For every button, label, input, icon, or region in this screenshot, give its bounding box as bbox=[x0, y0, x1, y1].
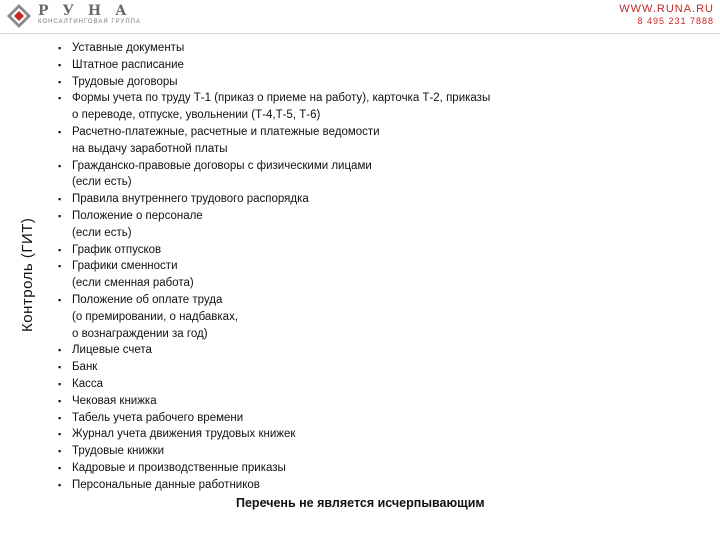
list-item-text: Положение о персонале bbox=[72, 209, 203, 222]
list-item-text: Правила внутреннего трудового распорядка bbox=[72, 193, 309, 206]
list-item bbox=[58, 40, 578, 57]
list-item bbox=[58, 158, 578, 192]
list-item bbox=[58, 258, 578, 292]
list-item-text: (о премировании, о надбавках, bbox=[72, 310, 239, 323]
list-item-text: Штатное расписание bbox=[72, 58, 184, 71]
list-item bbox=[58, 57, 578, 74]
website-link[interactable]: WWW.RUNA.RU bbox=[619, 3, 714, 15]
list-item-text: Касса bbox=[72, 377, 103, 390]
logo-letters: РУНА bbox=[38, 3, 141, 19]
list-item bbox=[58, 90, 578, 124]
bullet-icon: ▪ bbox=[58, 126, 62, 137]
list-item-text: Чековая книжка bbox=[72, 394, 157, 407]
bullet-icon: ▪ bbox=[58, 362, 62, 373]
bullet-icon: ▪ bbox=[58, 76, 62, 87]
list-item bbox=[58, 124, 578, 158]
list-item-text: о переводе, отпуске, увольнении (Т-4,Т-5, Т-6) bbox=[72, 109, 321, 122]
bullet-icon: ▪ bbox=[58, 412, 62, 423]
list-item bbox=[58, 292, 578, 342]
list-item bbox=[58, 74, 578, 91]
list-item-text: Гражданско-правовые договоры с физическими лицами bbox=[72, 159, 372, 172]
list-item-text: (если сменная работа) bbox=[72, 277, 194, 290]
list-item-text: Лицевые счета bbox=[72, 344, 152, 357]
list-item-text: Графики сменности bbox=[72, 260, 178, 273]
list-item-text: (если есть) bbox=[72, 226, 132, 239]
list-item bbox=[58, 460, 578, 477]
list-item-text: Кадровые и производственные приказы bbox=[72, 461, 286, 474]
contacts bbox=[619, 3, 714, 26]
bullet-icon: ▪ bbox=[58, 261, 62, 272]
side-title: Контроль (ГИТ) bbox=[19, 217, 36, 332]
list-item-text: Трудовые книжки bbox=[72, 445, 165, 458]
list-item bbox=[58, 242, 578, 259]
footer-note: Перечень не является исчерпывающим bbox=[236, 496, 485, 510]
list-item bbox=[58, 359, 578, 376]
bullet-icon: ▪ bbox=[58, 43, 62, 53]
list-item bbox=[58, 208, 578, 242]
list-item-text: (если есть) bbox=[72, 176, 132, 189]
bullet-icon: ▪ bbox=[58, 345, 62, 356]
bullet-icon: ▪ bbox=[58, 244, 62, 255]
list-item bbox=[58, 342, 578, 359]
list-item-text: Персональные данные работников bbox=[72, 478, 260, 491]
list-item bbox=[58, 410, 578, 427]
list-item bbox=[58, 426, 578, 443]
list-item-text: на выдачу заработной платы bbox=[72, 142, 228, 155]
bullet-icon: ▪ bbox=[58, 210, 62, 221]
list-item-text: о вознаграждении за год) bbox=[72, 327, 208, 340]
document-list bbox=[58, 40, 578, 494]
list-item-text: Положение об оплате труда bbox=[72, 293, 223, 306]
runa-logo-mark-icon bbox=[6, 3, 32, 29]
list-item bbox=[58, 376, 578, 393]
list-item bbox=[58, 443, 578, 460]
bullet-icon: ▪ bbox=[58, 395, 62, 406]
list-item-text: Табель учета рабочего времени bbox=[72, 411, 244, 424]
runa-logo[interactable] bbox=[6, 3, 156, 29]
list-item bbox=[58, 393, 578, 410]
list-item bbox=[58, 191, 578, 208]
list-item-text: Банк bbox=[72, 361, 98, 374]
bullet-icon: ▪ bbox=[58, 378, 62, 389]
bullet-icon: ▪ bbox=[58, 294, 62, 305]
bullet-icon: ▪ bbox=[58, 429, 62, 440]
bullet-icon: ▪ bbox=[58, 462, 62, 473]
bullet-icon: ▪ bbox=[58, 93, 62, 104]
header bbox=[0, 0, 720, 38]
list-item-text: Формы учета по труду Т-1 (приказ о приеме на работу), карточка Т-2, приказы bbox=[72, 92, 491, 105]
list-item-text: График отпусков bbox=[72, 243, 162, 256]
bullet-icon: ▪ bbox=[58, 446, 62, 457]
bullet-icon: ▪ bbox=[58, 479, 62, 490]
logo-subtitle: КОНСАЛТИНГОВАЯ ГРУППА bbox=[38, 19, 141, 25]
list-item-text: Трудовые договоры bbox=[72, 75, 178, 88]
phone-number: 8 495 231 7888 bbox=[637, 16, 714, 26]
list-item-text: Уставные документы bbox=[72, 42, 185, 54]
bullet-icon: ▪ bbox=[58, 194, 62, 205]
list-item-text: Расчетно-платежные, расчетные и платежные ведомости bbox=[72, 125, 380, 138]
list-item bbox=[58, 477, 578, 494]
bullet-icon: ▪ bbox=[58, 59, 62, 70]
list-item-text: Журнал учета движения трудовых книжек bbox=[72, 428, 296, 441]
bullet-icon: ▪ bbox=[58, 160, 62, 171]
header-divider bbox=[0, 33, 720, 34]
